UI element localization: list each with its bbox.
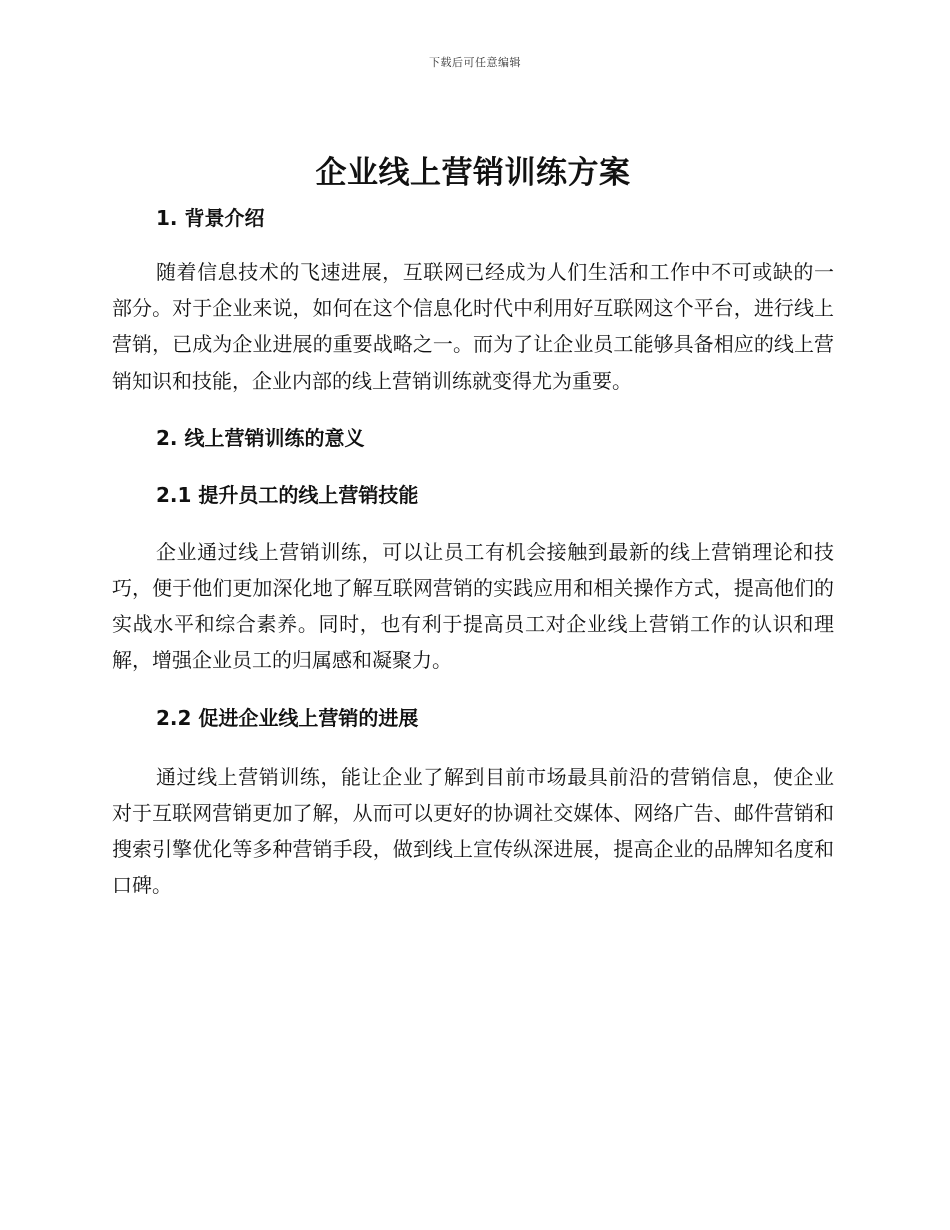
document-title: 企业线上营销训练方案 [315,155,631,191]
page-header-note: 下载后可任意编辑 [429,56,521,69]
paragraph-skills: 企业通过线上营销训练，可以让员工有机会接触到最新的线上营销理论和技巧，便于他们更加深化地了解互联网营销的实践应用和相关操作方式，提高他们的实战水平和综合素养。同时，也有利于提高员工对企业线上营销工作的认识和理解，增强企业员工的归属感和凝聚力。 [112,539,834,673]
subsection-heading-skills: 2.1 提升员工的线上营销技能 [156,482,419,507]
paragraph-development: 通过线上营销训练，能让企业了解到目前市场最具前沿的营销信息，使企业对于互联网营销更加了解，从而可以更好的协调社交媒体、网络广告、邮件营销和搜索引擎优化等多种营销手段，做到线上宣传纵深进展，提高企业的品牌知名度和口碑。 [112,764,834,898]
subsection-heading-development: 2.2 促进企业线上营销的进展 [156,705,419,730]
section-heading-significance: 2. 线上营销训练的意义 [156,425,365,450]
document-body [112,148,834,903]
section-heading-background: 1. 背景介绍 [156,206,265,230]
paragraph-background: 随着信息技术的飞速进展，互联网已经成为人们生活和工作中不可或缺的一部分。对于企业来说，如何在这个信息化时代中利用好互联网这个平台，进行线上营销，已成为企业进展的重要战略之一。而为了让企业员工能够具备相应的线上营销知识和技能，企业内部的线上营销训练就变得尤为重要。 [112,260,834,393]
